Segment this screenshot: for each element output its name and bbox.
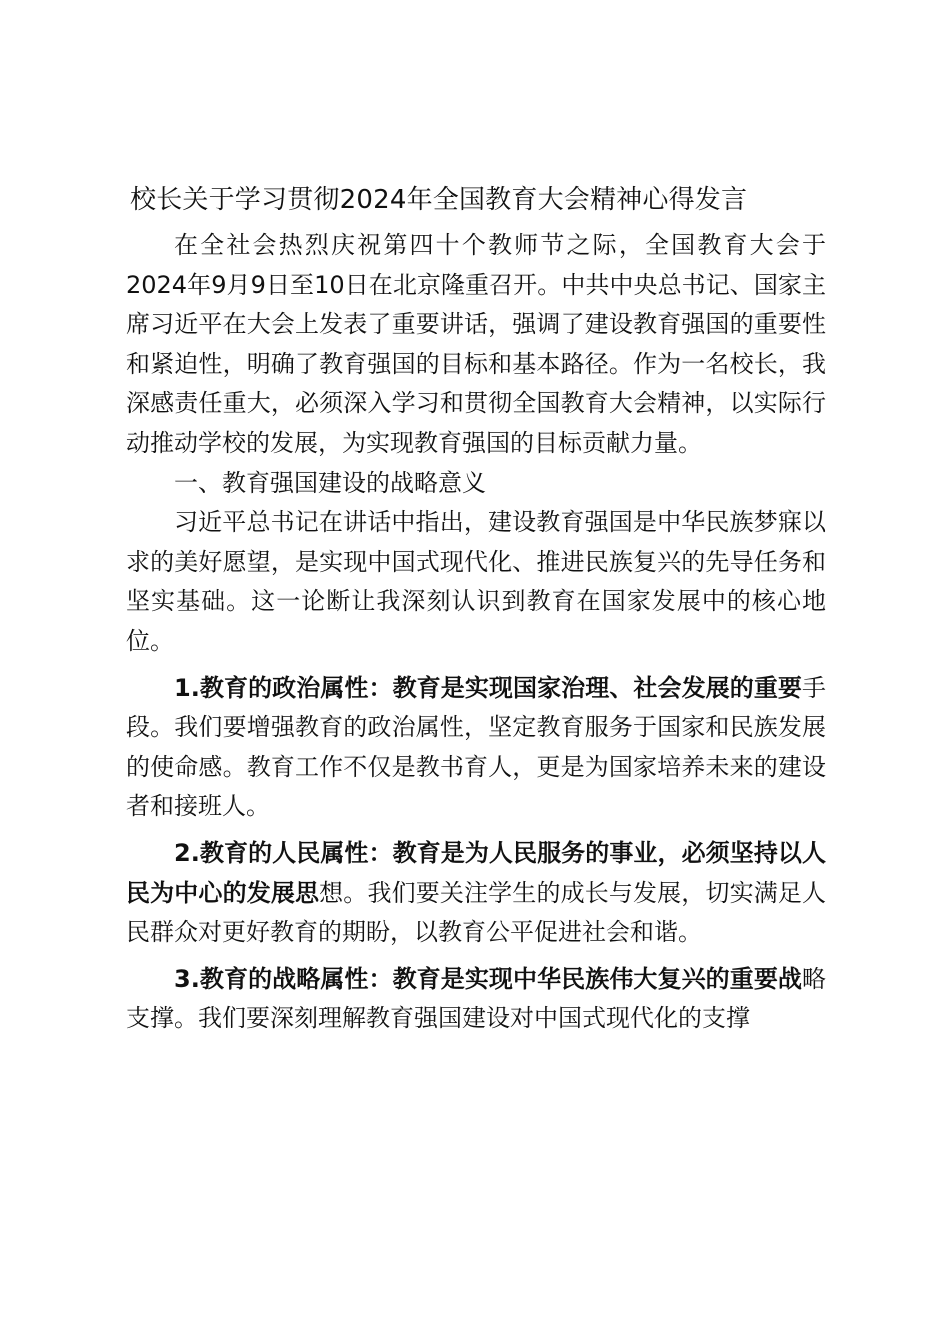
point-2-lead: 2.教育的人民属性：教育是为人民服务的事业，必须坚持以人民为中心的发展思 (126, 838, 826, 907)
point-3-lead: 3.教育的战略属性：教育是实现中华民族伟大复兴的重要战 (174, 964, 802, 993)
page-title: 校长关于学习贯彻2024年全国教育大会精神心得发言 (130, 185, 748, 215)
intro-paragraph: 在全社会热烈庆祝第四十个教师节之际，全国教育大会于2024年9月9日至10日在北京隆重召开。中共中央总书记、国家主席习近平在大会上发表了重要讲话，强调了建设教育强国的重要性和紧迫性，明确了教育强国的目标和基本路径。作为一名校长，我深感责任重大，必须深入学习和贯彻全国教育大会精神，以实际行动推动学校的发展，为实现教育强国的目标贡献力量。 (126, 231, 826, 457)
section-heading: 一、教育强国建设的战略意义 (174, 468, 486, 497)
point-3-text: 略支撑。我们要深刻理解教育强国建设对中国式现代化的支撑 (126, 964, 826, 1033)
document-body (126, 226, 826, 1039)
section-paragraph: 习近平总书记在讲话中指出，建设教育强国是中华民族梦寐以求的美好愿望，是实现中国式现代化、推进民族复兴的先导任务和坚实基础。这一论断让我深刻认识到教育在国家发展中的核心地位。 (126, 508, 826, 655)
point-1-text: 手段。我们要增强教育的政治属性，坚定教育服务于国家和民族发展的使命感。教育工作不仅是教书育人，更是为国家培养未来的建设者和接班人。 (126, 673, 826, 821)
point-paragraph-3 (126, 960, 826, 1039)
point-paragraph-2 (126, 834, 826, 953)
point-2-text: 想。我们要关注学生的成长与发展，切实满足人民群众对更好教育的期盼，以教育公平促进社会和谐。 (126, 878, 827, 947)
point-paragraph-1 (126, 669, 826, 827)
point-1-lead: 1.教育的政治属性：教育是实现国家治理、社会发展的重要 (174, 673, 802, 702)
